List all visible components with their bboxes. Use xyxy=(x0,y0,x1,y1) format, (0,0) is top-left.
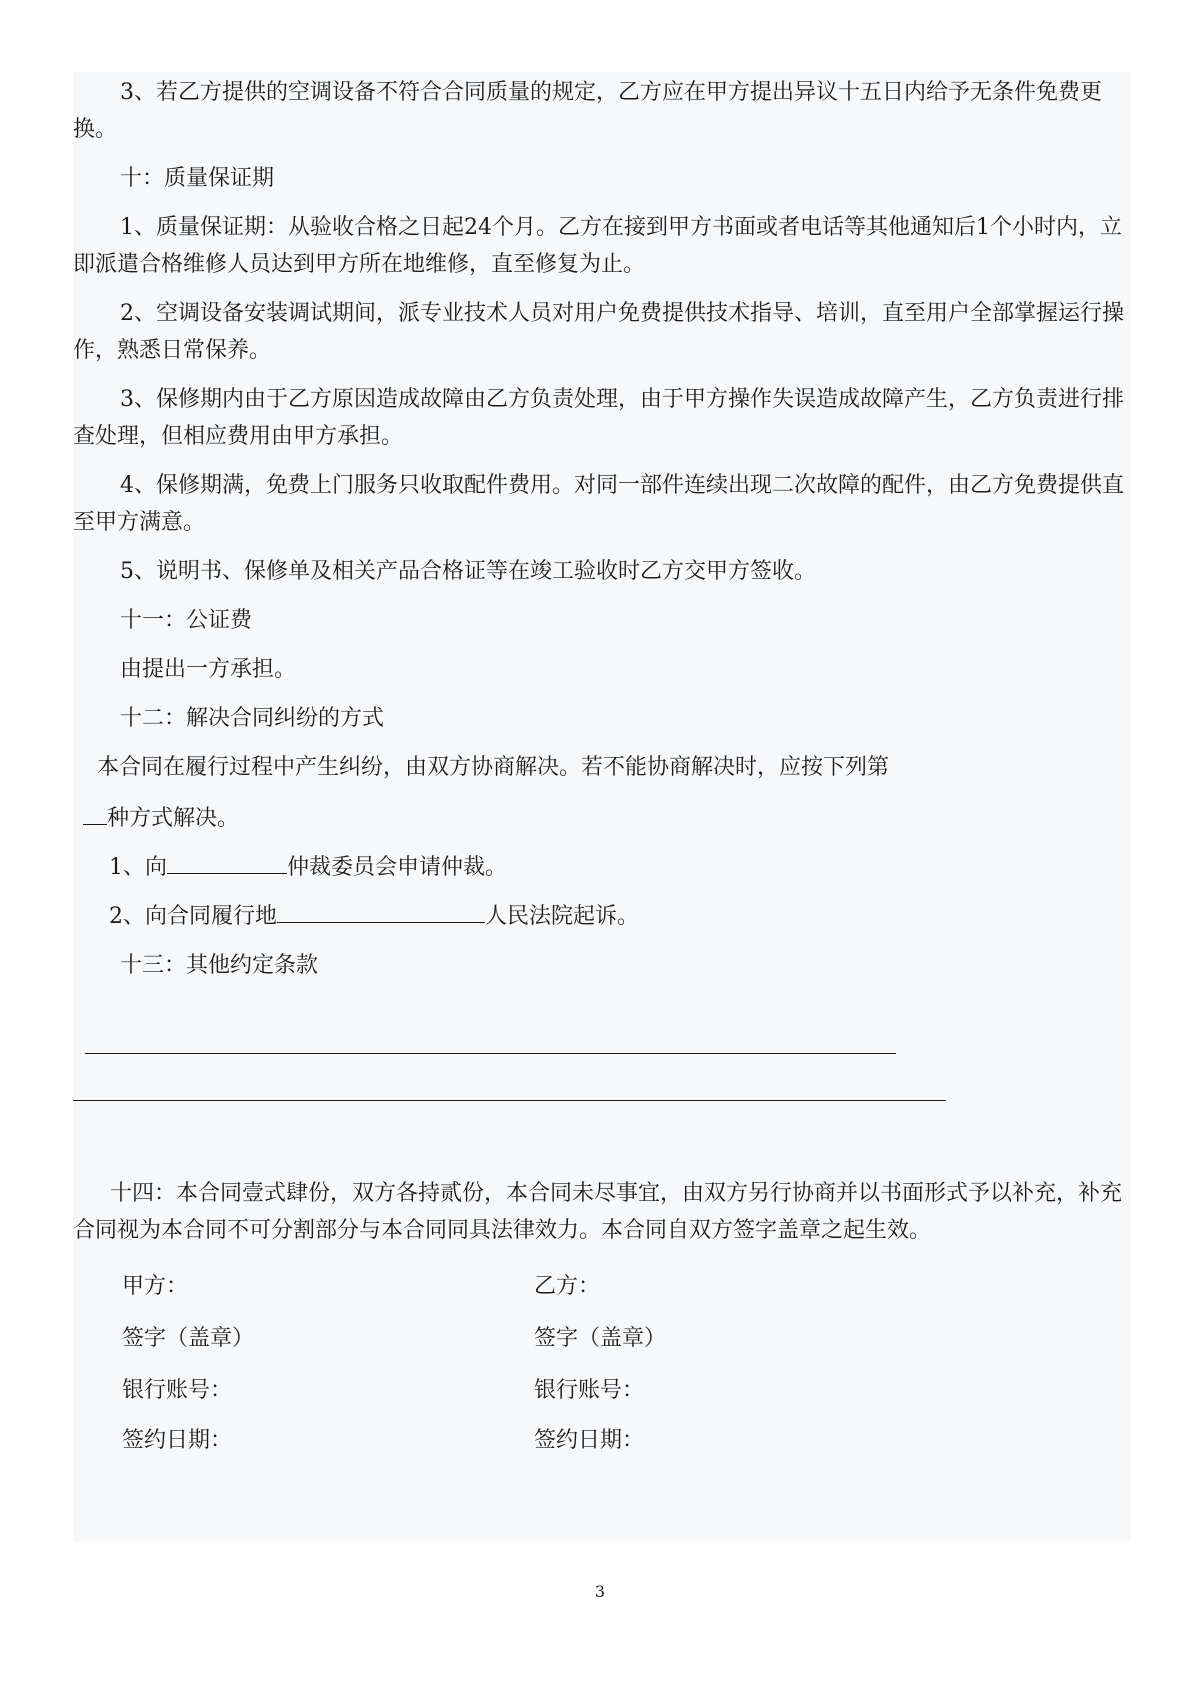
clause-dispute-intro: 本合同在履行过程中产生纠纷，由双方协商解决。若不能协商解决时，应按下列第 xyxy=(97,755,890,780)
clause-warranty-5: 5、说明书、保修单及相关产品合格证等在竣工验收时乙方交甲方签收。 xyxy=(120,559,816,584)
party-a-label: 甲方： xyxy=(122,1274,189,1299)
arbitration-prefix: 1、向 xyxy=(109,855,167,880)
clause-warranty-2: 2、空调设备安装调试期间，派专业技术人员对用户免费提供技术指导、培训，直至用户全部掌握运行操作，熟悉日常保养。 xyxy=(73,301,1125,363)
party-b-date-label: 签约日期： xyxy=(534,1428,645,1453)
blank-other-terms-line-2[interactable] xyxy=(73,1100,946,1101)
clause-replacement: 3、若乙方提供的空调设备不符合合同质量的规定，乙方应在甲方提出异议十五日内给予无条件免费更换。 xyxy=(73,80,1103,142)
party-a-bank-label: 银行账号： xyxy=(122,1378,233,1403)
blank-other-terms-line-1[interactable] xyxy=(85,1053,896,1054)
document-body xyxy=(73,72,1131,984)
heading-notary-fee: 十一：公证费 xyxy=(120,608,253,633)
clause-dispute-court xyxy=(73,898,1131,935)
clause-dispute-arbitration xyxy=(73,849,1131,886)
clause-notary-fee: 由提出一方承担。 xyxy=(120,657,297,682)
clause-copies-effect: 十四：本合同壹式肆份，双方各持贰份，本合同未尽事宜，由双方另行协商并以书面形式予以补充，补充合同视为本合同不可分割部分与本合同同具法律效力。本合同自双方签字盖章之起生效。 xyxy=(73,1181,1123,1243)
party-b-bank-label: 银行账号： xyxy=(534,1378,645,1403)
closing-clause-block xyxy=(73,1175,1131,1249)
page-number: 3 xyxy=(594,1582,606,1601)
clause-dispute-choice xyxy=(73,800,1131,837)
clause-dispute-choice-text: 种方式解决。 xyxy=(107,806,240,831)
party-b-label: 乙方： xyxy=(534,1274,601,1299)
blank-choice-line[interactable] xyxy=(83,802,107,825)
party-a-date-label: 签约日期： xyxy=(122,1428,233,1453)
court-suffix: 人民法院起诉。 xyxy=(485,904,640,929)
clause-warranty-4: 4、保修期满，免费上门服务只收取配件费用。对同一部件连续出现二次故障的配件，由乙方免费提供直至甲方满意。 xyxy=(73,473,1125,535)
heading-other-terms: 十三：其他约定条款 xyxy=(120,953,319,978)
party-b-seal-label: 签字（盖章） xyxy=(534,1326,667,1351)
party-a-seal-label: 签字（盖章） xyxy=(122,1326,255,1351)
court-prefix: 2、向合同履行地 xyxy=(109,904,277,929)
clause-warranty-1: 1、质量保证期：从验收合格之日起24个月。乙方在接到甲方书面或者电话等其他通知后1个小时内，立即派遣合格维修人员达到甲方所在地维修，直至修复为止。 xyxy=(73,215,1122,277)
arbitration-suffix: 仲裁委员会申请仲裁。 xyxy=(287,855,508,880)
heading-dispute: 十二：解决合同纠纷的方式 xyxy=(120,706,385,731)
blank-court-line[interactable] xyxy=(277,900,485,923)
heading-warranty: 十：质量保证期 xyxy=(120,166,275,191)
clause-warranty-3: 3、保修期内由于乙方原因造成故障由乙方负责处理，由于甲方操作失误造成故障产生，乙方负责进行排查处理，但相应费用由甲方承担。 xyxy=(73,387,1125,449)
blank-arbitration-line[interactable] xyxy=(167,851,287,874)
